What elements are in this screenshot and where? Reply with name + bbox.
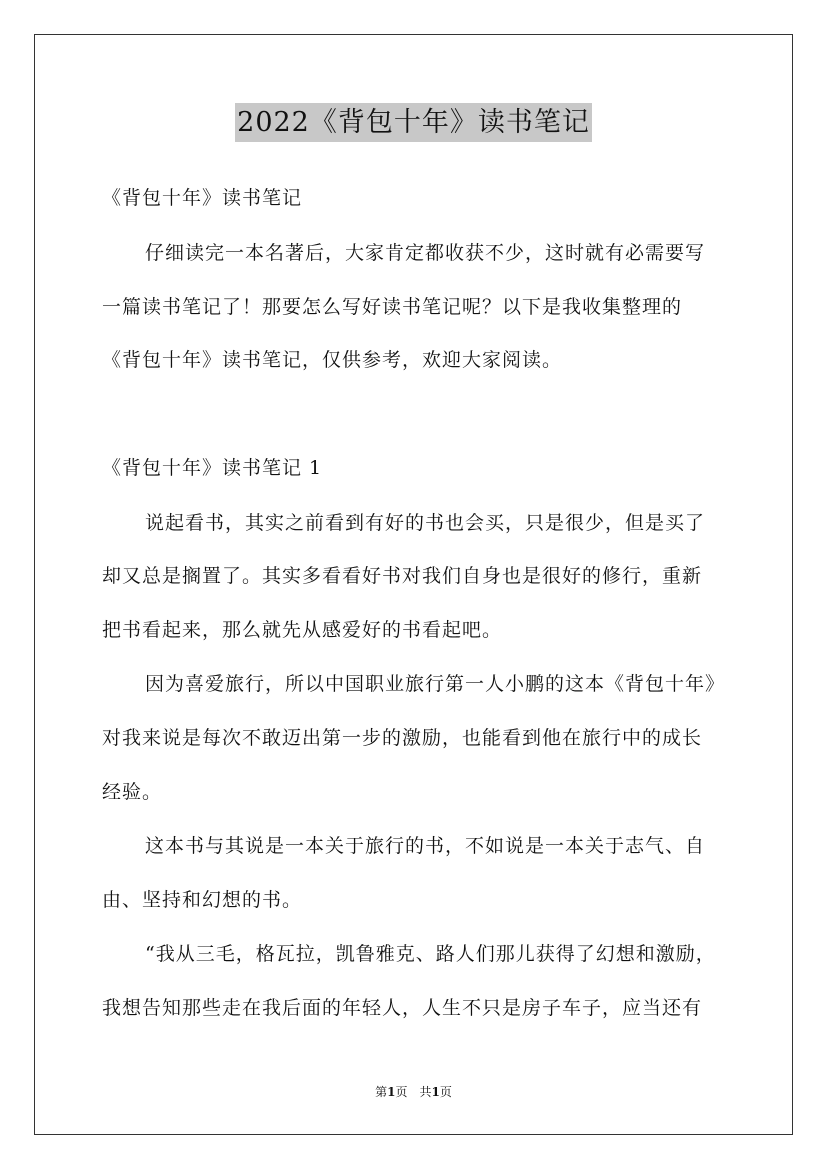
para3-line-2: 由、坚持和幻想的书。 <box>102 889 303 911</box>
document-title-container <box>0 100 827 139</box>
intro-heading: 《背包十年》读书笔记 <box>102 187 303 209</box>
document-title: 2022《背包十年》读书笔记 <box>235 103 592 142</box>
para1-line-1: 说起看书，其实之前看到有好的书也会买，只是很少，但是买了 <box>145 512 706 534</box>
intro-line-2: 一篇读书笔记了！那要怎么写好读书笔记呢？以下是我收集整理的 <box>102 296 683 318</box>
para4-line-2: 我想告知那些走在我后面的年轻人，人生不只是房子车子，应当还有 <box>102 997 703 1019</box>
footer-prefix: 第 <box>375 1085 388 1099</box>
footer-total-pages: 1 <box>431 1085 440 1099</box>
para2-line-1: 因为喜爱旅行，所以中国职业旅行第一人小鹏的这本《背包十年》 <box>145 673 726 695</box>
para2-line-2: 对我来说是每次不敢迈出第一步的激励，也能看到他在旅行中的成长 <box>102 727 703 749</box>
footer-suffix: 页 <box>439 1085 452 1099</box>
para1-line-3: 把书看起来，那么就先从感爱好的书看起吧。 <box>102 619 503 641</box>
section-heading: 《背包十年》读书笔记 1 <box>102 457 323 479</box>
para4-line-1: “我从三毛，格瓦拉，凯鲁雅克、路人们那儿获得了幻想和激励， <box>145 943 716 965</box>
intro-line-3: 《背包十年》读书笔记，仅供参考，欢迎大家阅读。 <box>102 349 563 371</box>
page-footer <box>0 1083 827 1100</box>
intro-line-1: 仔细读完一本名著后，大家肯定都收获不少，这时就有必需要写 <box>145 242 706 264</box>
para1-line-2: 却又总是搁置了。其实多看看好书对我们自身也是很好的修行，重新 <box>102 565 703 587</box>
para3-line-1: 这本书与其说是一本关于旅行的书，不如说是一本关于志气、自 <box>145 835 706 857</box>
para2-line-3: 经验。 <box>102 781 163 803</box>
footer-page-number: 1 <box>387 1085 396 1099</box>
footer-mid: 页 共 <box>395 1085 432 1099</box>
